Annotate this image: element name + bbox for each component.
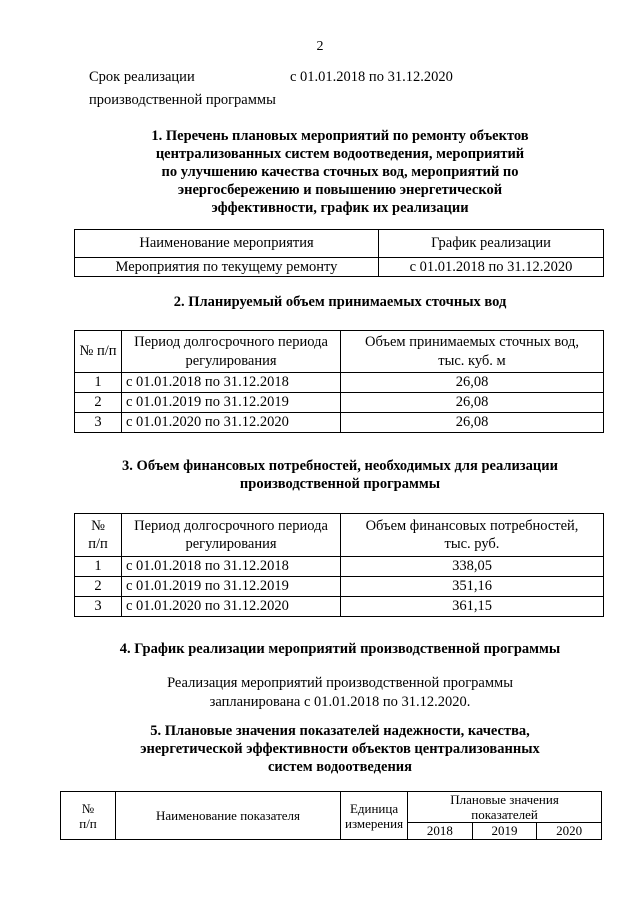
s3-cell-num: 1 <box>75 557 122 577</box>
s5-header-unit <box>341 792 408 840</box>
s3-cell-value: 361,15 <box>341 597 604 617</box>
table-row <box>75 413 604 433</box>
s3-cell-period: с 01.01.2020 по 31.12.2020 <box>122 597 341 617</box>
section5-title-line: систем водоотведения <box>267 759 413 775</box>
s2-cell-num: 1 <box>75 373 122 393</box>
term-label <box>89 66 276 112</box>
s1-header-name: Наименование мероприятия <box>75 230 379 258</box>
table-row <box>75 577 604 597</box>
section1-title-line: эффективности, график их реализации <box>211 200 469 216</box>
section2-title <box>100 293 580 311</box>
s5-header-plan <box>408 792 602 823</box>
s5-header-unit-line2: измерения <box>345 815 404 831</box>
section5-title-line: энергетической эффективности объектов централизованных <box>140 741 540 757</box>
s2-cell-value: 26,08 <box>341 413 604 433</box>
section3-table <box>74 513 604 617</box>
section4-text-line2: запланирована с 01.01.2018 по 31.12.2020. <box>209 694 471 710</box>
s2-cell-value: 26,08 <box>341 373 604 393</box>
page-number: 2 <box>316 39 324 54</box>
section1-title-line: энергосбережению и повышению энергетической <box>177 182 503 198</box>
s5-header-year: 2020 <box>537 823 602 840</box>
s5-header-year: 2018 <box>408 823 473 840</box>
s1-cell-schedule: с 01.01.2018 по 31.12.2020 <box>379 258 604 277</box>
section1-title-line: 1. Перечень плановых мероприятий по ремонту объектов <box>151 128 529 144</box>
s2-header-volume-line1: Объем принимаемых сточных вод, <box>365 334 579 351</box>
table-row <box>75 258 604 277</box>
s5-header-year: 2019 <box>472 823 537 840</box>
section4-text <box>140 674 540 712</box>
s3-header-num-line2: п/п <box>88 536 108 552</box>
s2-header-period-line2: регулирования <box>185 352 277 369</box>
s2-cell-period: с 01.01.2018 по 31.12.2018 <box>122 373 341 393</box>
s5-header-plan-line1: Плановые значения <box>450 792 559 807</box>
section4-title <box>80 640 600 658</box>
table-row <box>75 393 604 413</box>
section5-title <box>80 722 600 776</box>
table-row <box>75 557 604 577</box>
s5-header-num-line2: п/п <box>79 815 97 831</box>
s3-cell-value: 351,16 <box>341 577 604 597</box>
s2-cell-period: с 01.01.2019 по 31.12.2019 <box>122 393 341 413</box>
section3-title <box>80 457 600 493</box>
s2-cell-num: 3 <box>75 413 122 433</box>
section5-title-line: 5. Плановые значения показателей надежности, качества, <box>150 723 530 739</box>
section5-table <box>60 791 602 840</box>
s3-cell-period: с 01.01.2019 по 31.12.2019 <box>122 577 341 597</box>
s5-header-plan-line2: показателей <box>471 807 538 822</box>
s3-header-period <box>122 514 341 557</box>
s2-header-volume-line2: тыс. куб. м <box>438 352 506 369</box>
s5-header-unit-line1: Единица <box>349 800 399 816</box>
s2-header-period-line1: Период долгосрочного периода <box>134 334 328 351</box>
section2-table <box>74 330 604 433</box>
s3-cell-period: с 01.01.2018 по 31.12.2018 <box>122 557 341 577</box>
s2-header-volume <box>341 331 604 373</box>
s3-header-period-line1: Период долгосрочного периода <box>134 517 328 534</box>
table-row <box>75 373 604 393</box>
table-row <box>75 597 604 617</box>
s2-header-period <box>122 331 341 373</box>
section1-title-line: по улучшению качества сточных вод, мероприятий по <box>161 164 519 180</box>
s3-cell-num: 2 <box>75 577 122 597</box>
section2-title-line: 2. Планируемый объем принимаемых сточных вод <box>173 294 507 310</box>
section4-title-line: 4. График реализации мероприятий производственной программы <box>119 641 561 657</box>
s3-header-finance <box>341 514 604 557</box>
s2-cell-value: 26,08 <box>341 393 604 413</box>
s5-header-num-line1: № <box>81 800 95 816</box>
s1-cell-name: Мероприятия по текущему ремонту <box>75 258 379 277</box>
section1-table <box>74 229 604 277</box>
s3-cell-num: 3 <box>75 597 122 617</box>
section1-title-line: централизованных систем водоотведения, мероприятий <box>155 146 525 162</box>
s1-header-schedule: График реализации <box>379 230 604 258</box>
s3-header-num <box>75 514 122 557</box>
s3-header-finance-line2: тыс. руб. <box>444 536 500 552</box>
section3-title-line: производственной программы <box>239 476 441 492</box>
s3-header-finance-line1: Объем финансовых потребностей, <box>365 517 579 534</box>
section1-title <box>100 127 580 217</box>
s3-header-num-line1: № <box>91 517 105 534</box>
s2-cell-period: с 01.01.2020 по 31.12.2020 <box>122 413 341 433</box>
s3-header-period-line2: регулирования <box>185 536 277 552</box>
s5-header-num <box>61 792 116 840</box>
s3-cell-value: 338,05 <box>341 557 604 577</box>
s2-cell-num: 2 <box>75 393 122 413</box>
term-label-line1: Срок реализации <box>89 69 195 85</box>
section3-title-line: 3. Объем финансовых потребностей, необходимых для реализации <box>122 458 558 474</box>
s5-header-name: Наименование показателя <box>116 792 341 840</box>
s2-header-num: № п/п <box>75 331 122 373</box>
term-label-line2: производственной программы <box>89 92 276 108</box>
term-value: с 01.01.2018 по 31.12.2020 <box>290 69 453 85</box>
section4-text-line1: Реализация мероприятий производственной программы <box>167 675 513 691</box>
